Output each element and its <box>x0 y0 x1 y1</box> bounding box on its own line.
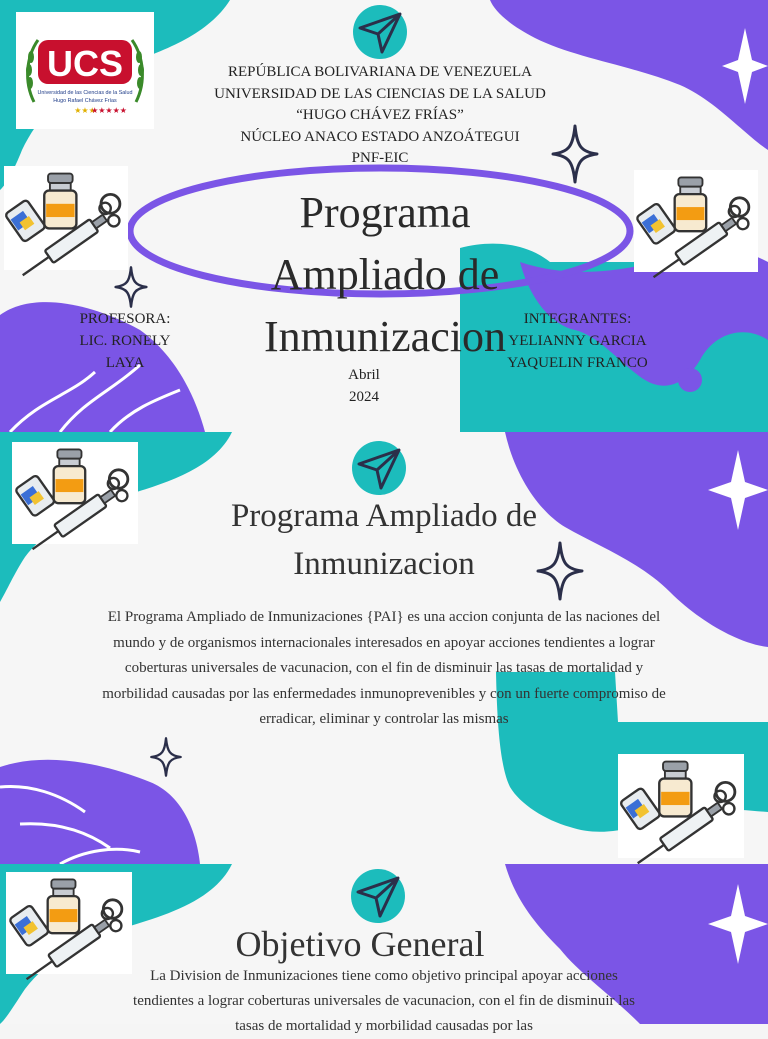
member-name: YELIANNY GARCIA <box>508 333 647 349</box>
member-name: YAQUELIN FRANCO <box>507 355 648 371</box>
members-block <box>490 308 665 374</box>
svg-text:Universidad de las Ciencias de: Universidad de las Ciencias de la Salud <box>37 90 133 96</box>
objective-body: La Division de Inmunizaciones tiene como objetivo principal apoyar acciones tendientes a lograr coberturas universales de vacunacion, con el fin de disminuir las tasas de mortalidad y morbilidad causadas por las <box>133 968 635 1034</box>
header-line: PNF-EIC <box>351 150 409 166</box>
members-label: INTEGRANTES: <box>523 311 632 327</box>
vaccine-vial-syringe-icon <box>634 170 758 272</box>
objective-page <box>0 864 768 1034</box>
intro-body: El Programa Ampliado de Inmunizaciones {PAI} es una accion conjunta de las naciones del mundo y de organismos internacionales interesados en apoyar acciones tendientes a lograr coberturas universales de vacunacion, con el fin de disminuir las tasas de mortalidad y morbilidad causadas por las enfermedades inmunoprevenibles y con un fuerte compromiso de erradicar, eliminar y controlar las mismas <box>102 609 666 727</box>
paper-plane-icon <box>350 868 406 924</box>
cover-title: Programa Ampliado de Inmunizacion <box>264 188 506 361</box>
paper-plane-icon <box>352 4 408 60</box>
date-block <box>300 364 428 408</box>
paper-plane-icon <box>351 440 407 496</box>
professor-block <box>60 308 190 374</box>
vaccine-vial-syringe-icon <box>12 442 138 544</box>
objective-title: Objetivo General <box>235 924 485 964</box>
vaccine-vial-syringe-icon <box>618 754 744 858</box>
header-line: UNIVERSIDAD DE LAS CIENCIAS DE LA SALUD <box>214 85 546 102</box>
vaccine-vial-syringe-icon <box>6 872 132 974</box>
header-line: REPÚBLICA BOLIVARIANA DE VENEZUELA <box>227 64 533 80</box>
svg-text:★★★: ★★★ <box>74 106 96 115</box>
header-line: “HUGO CHÁVEZ FRÍAS” <box>296 107 464 123</box>
svg-text:★★★★★: ★★★★★ <box>91 106 127 115</box>
intro-page <box>0 432 768 864</box>
date-year: 2024 <box>349 389 379 405</box>
logo-acronym: UCS <box>46 43 124 84</box>
cover-page <box>0 0 768 432</box>
sparkle-icon <box>150 736 182 778</box>
sparkle-icon <box>114 266 148 308</box>
professor-name: LIC. RONELY LAYA <box>79 333 171 371</box>
vaccine-vial-syringe-icon <box>4 166 128 270</box>
institution-header <box>190 62 570 170</box>
header-line: NÚCLEO ANACO ESTADO ANZOÁTEGUI <box>240 128 520 145</box>
date-month: Abril <box>348 367 380 383</box>
intro-title: Programa Ampliado de Inmunizacion <box>230 498 538 582</box>
university-logo <box>16 12 154 129</box>
professor-label: PROFESORA: <box>79 311 171 327</box>
svg-text:Hugo Rafael Chávez Frías: Hugo Rafael Chávez Frías <box>53 98 117 104</box>
